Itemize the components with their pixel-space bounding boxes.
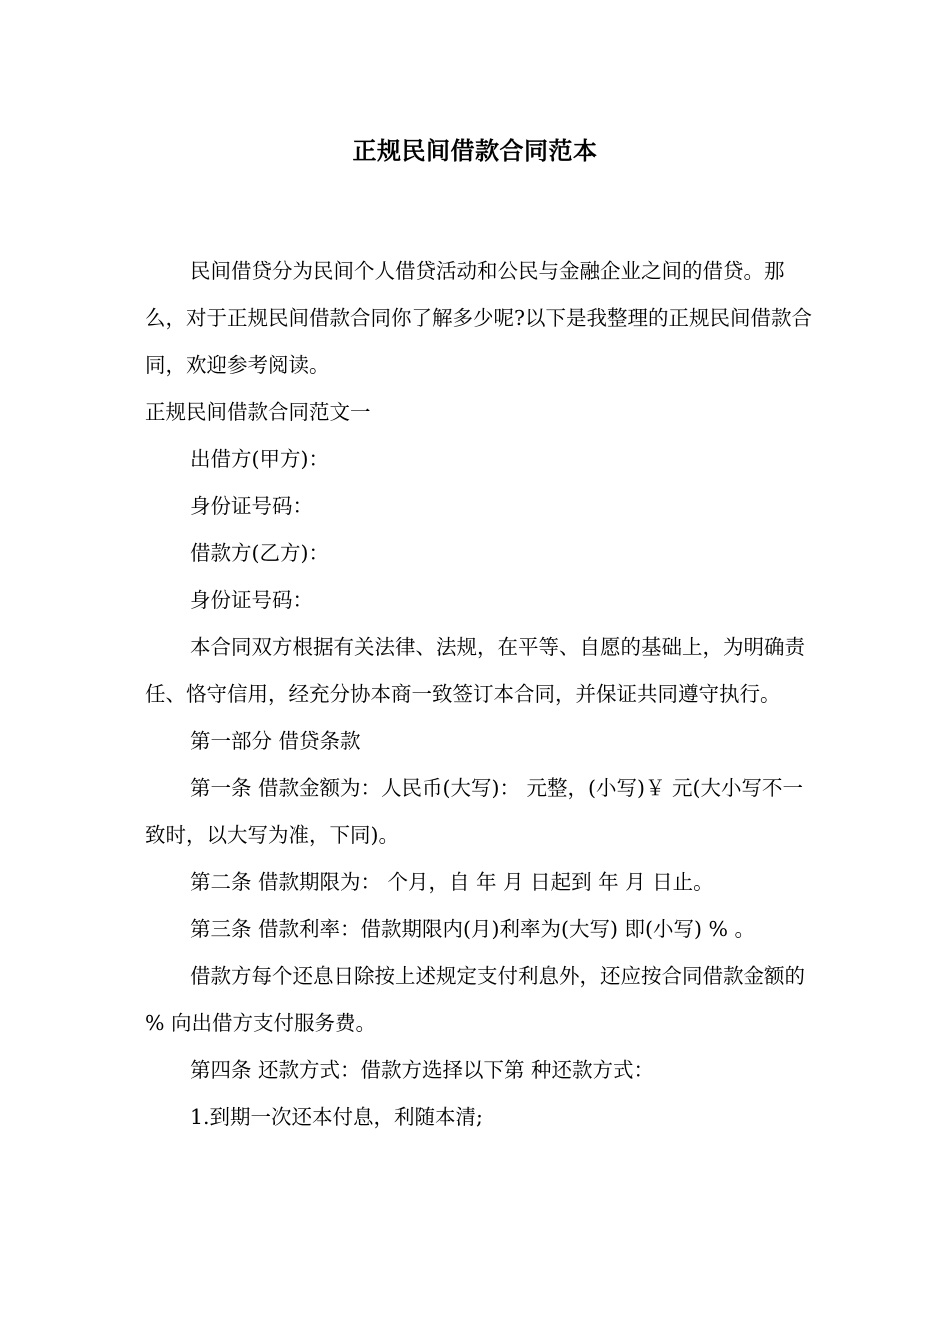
document-title: 正规民间借款合同范本	[352, 137, 598, 165]
article-three: 第三条 借款利率：借款期限内(月)利率为(大写) 即(小写) % 。	[190, 917, 756, 941]
intro-paragraph: 民间借贷分为民间个人借贷活动和公民与金融企业之间的借贷。那么，对于正规民间借款合同你了解多少呢?以下是我整理的正规民间借款合同，欢迎参考阅读。	[145, 259, 812, 377]
article-four: 第四条 还款方式：借款方选择以下第 种还款方式：	[190, 1058, 655, 1082]
article-two: 第二条 借款期限为： 个月，自 年 月 日起到 年 月 日止。	[190, 870, 714, 894]
lender-field: 出借方(甲方)：	[190, 447, 329, 471]
borrower-field: 借款方(乙方)：	[190, 541, 329, 565]
borrower-id-field: 身份证号码：	[190, 588, 313, 612]
article-one: 第一条 借款金额为：人民币(大写)： 元整，(小写)￥ 元(大小写不一致时，以大写为准，下同)。	[145, 776, 804, 847]
lender-id-field: 身份证号码：	[190, 494, 313, 518]
section-heading: 正规民间借款合同范文一	[145, 400, 371, 424]
service-fee-paragraph: 借款方每个还息日除按上述规定支付利息外，还应按合同借款金额的 % 向出借方支付服务费。	[145, 964, 805, 1035]
part-one-heading: 第一部分 借贷条款	[190, 729, 361, 753]
document-body	[145, 248, 813, 1141]
preamble-paragraph: 本合同双方根据有关法律、法规，在平等、自愿的基础上，为明确责任、恪守信用，经充分协本商一致签订本合同，并保证共同遵守执行。	[145, 635, 805, 706]
repayment-option-1: 1.到期一次还本付息，利随本清;	[190, 1105, 483, 1129]
